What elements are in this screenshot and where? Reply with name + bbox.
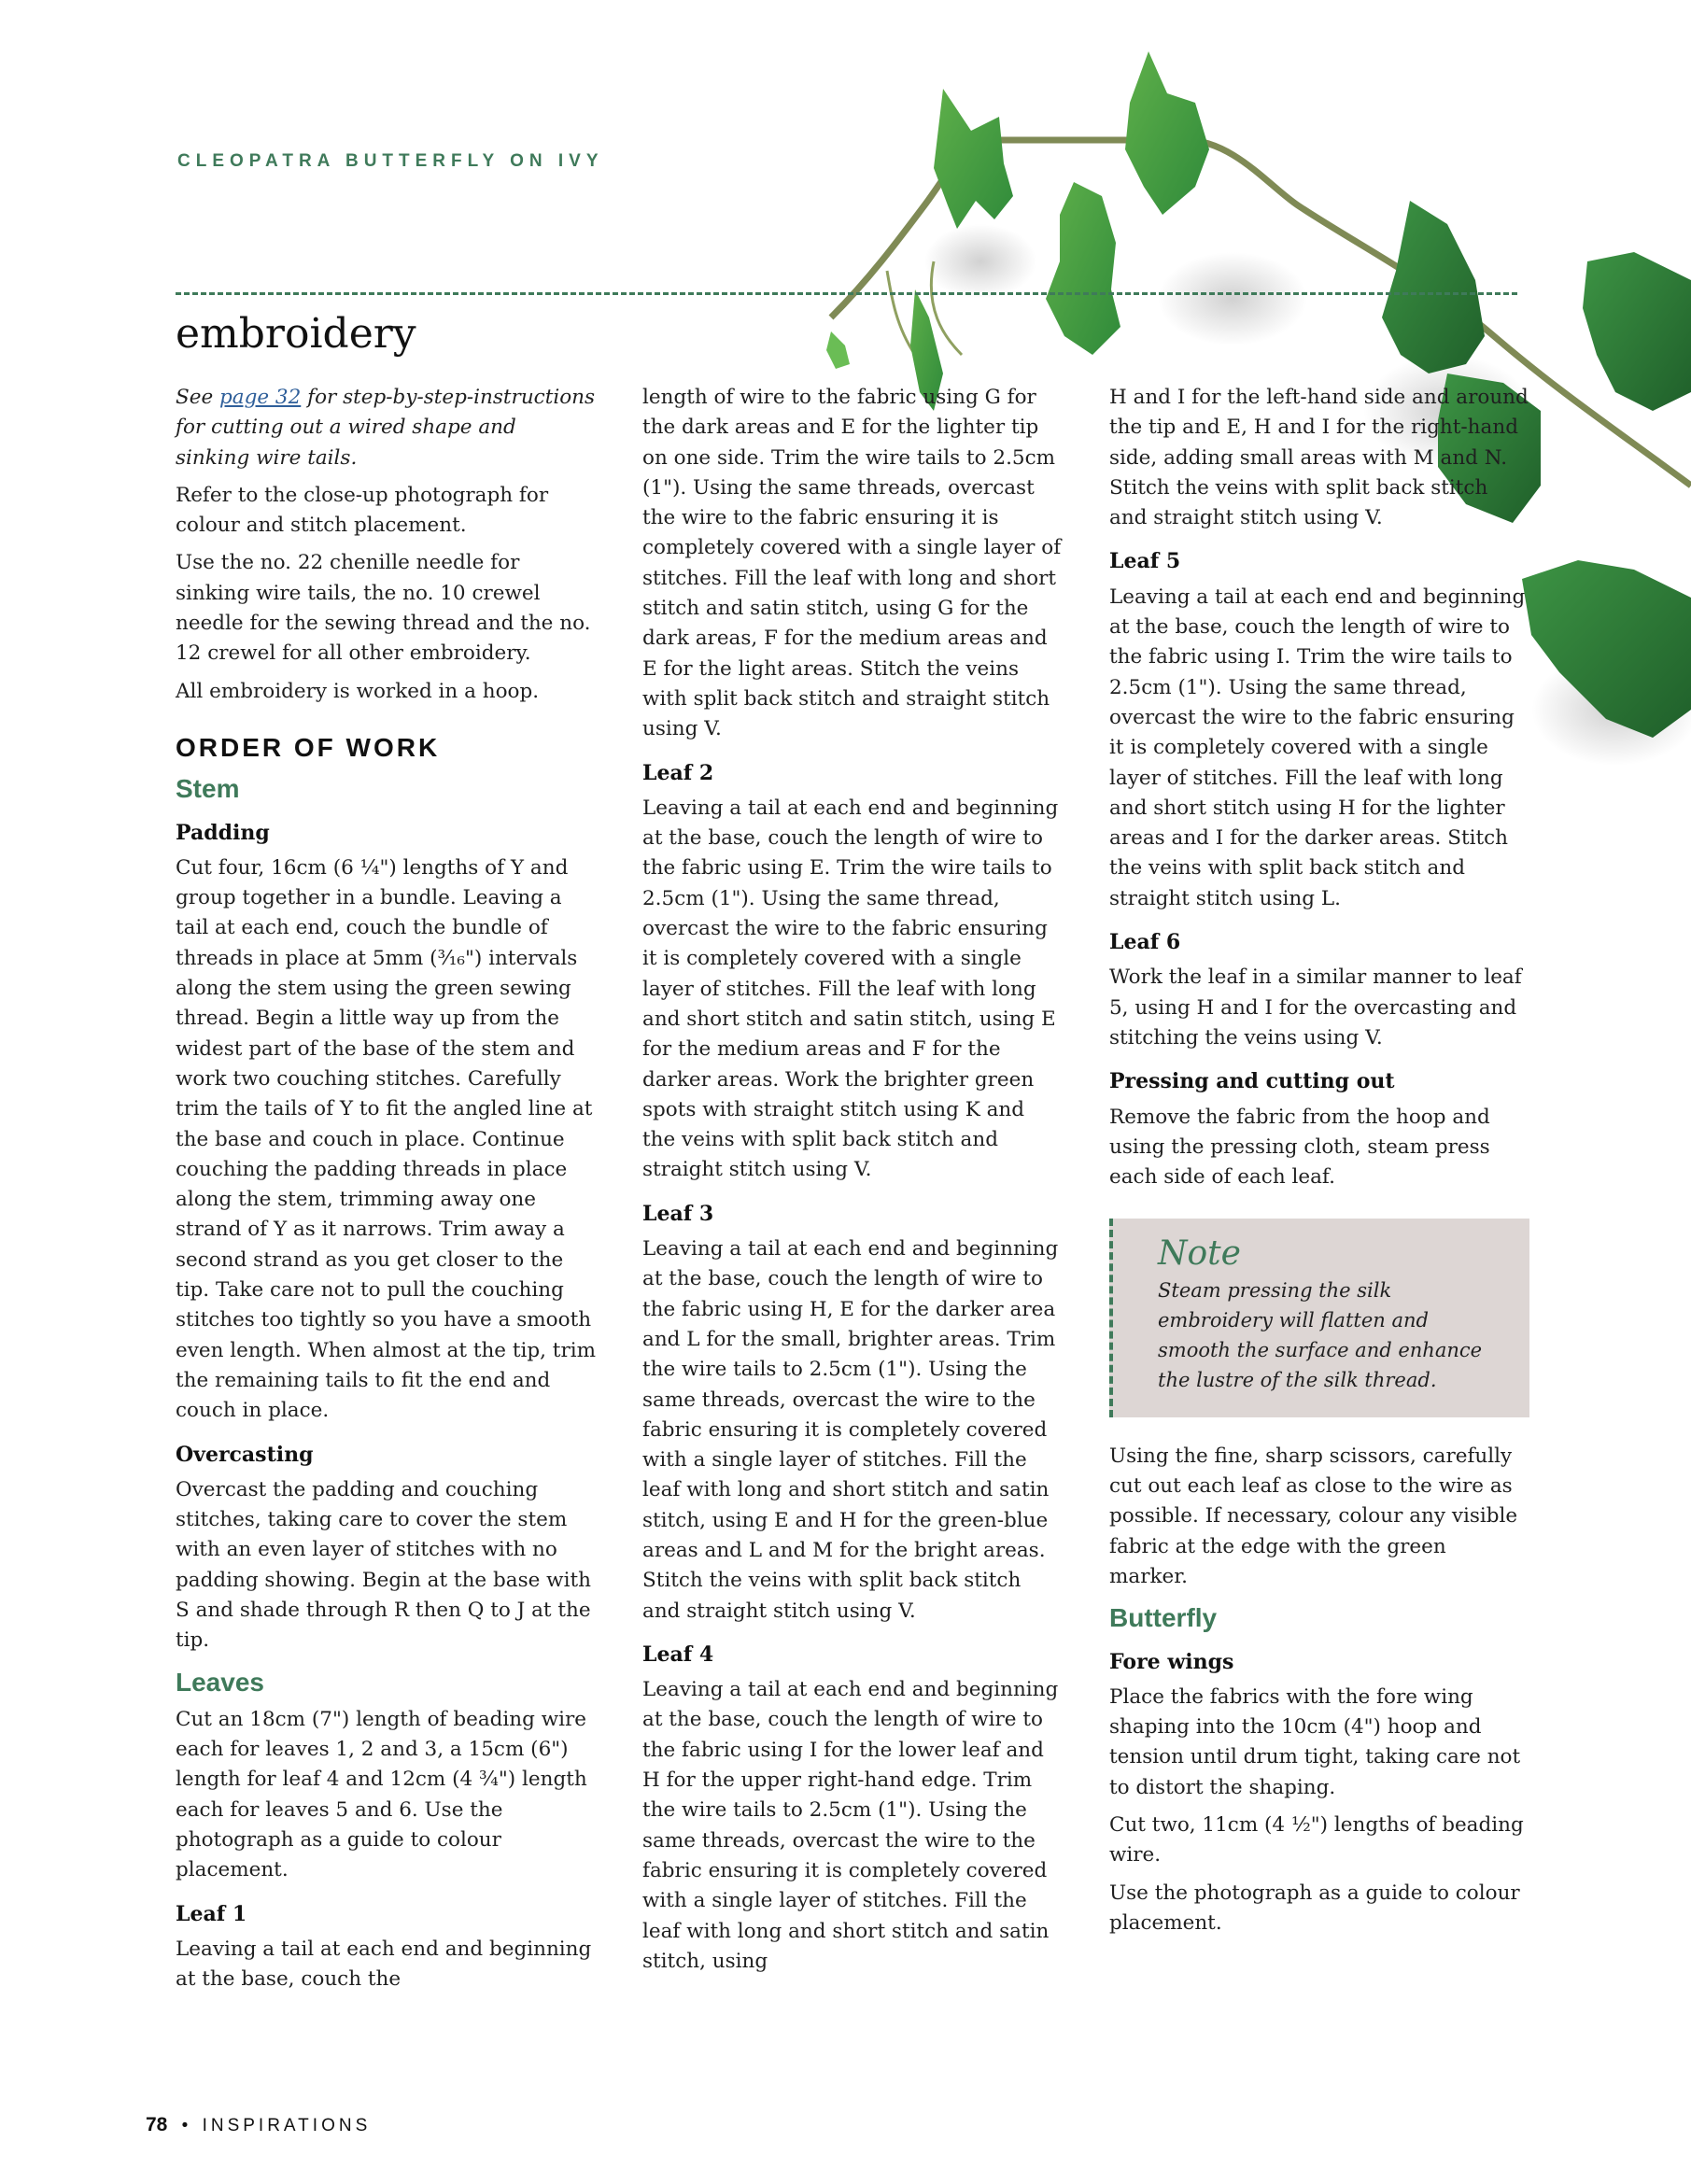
- column-2: [642, 383, 1063, 1984]
- leaf-1-heading: Leaf 1: [176, 1901, 247, 1926]
- intro-see-prefix: See: [176, 386, 220, 409]
- page-footer: [146, 2114, 371, 2136]
- running-head: CLEOPATRA BUTTERFLY ON IVY: [177, 151, 604, 171]
- leaf-3-text: Leaving a tail at each end and beginning at the base, couch the length of wire to the fabric using H, E for the darker area and L for the small, brighter areas. Trim the wire tails to 2.5cm (1"). Using the same threads, overcast the wire to the fabric ensuring it is completely covered with a single layer of stitches. Fill the leaf with long and short stitch and satin stitch, using E and H for the green-blue areas and L and M for the bright areas. Stitch the veins with split back stitch and straight stitch using V.: [642, 1237, 1059, 1623]
- overcasting-text: Overcast the padding and couching stitches, taking care to cover the stem with an even layer of stitches with no padding showing. Begin at the base with S and shade through R then Q to J at the tip.: [176, 1477, 591, 1653]
- page-32-link[interactable]: page 32: [219, 386, 302, 409]
- publication-name: INSPIRATIONS: [202, 2116, 372, 2135]
- intro-paragraph: All embroidery is worked in a hoop.: [176, 679, 540, 703]
- intro-paragraph: Refer to the close-up photograph for colour and stitch placement.: [176, 483, 549, 538]
- leaf-2-text: Leaving a tail at each end and beginning at the base, couch the length of wire to the fabric using E. Trim the wire tails to 2.5cm (1"). Using the same thread, overcast the wire to the fabric ensuring it is completely covered with a single layer of stitches. Fill the leaf with long and short stitch and satin stitch, using E for the medium areas and F for the darker areas. Work the brighter green spots with straight stitch using K and the veins with split back stitch and straight stitch using V.: [642, 796, 1059, 1182]
- leaves-text: Cut an 18cm (7") length of beading wire each for leaves 1, 2 and 3, a 15cm (6") length for leaf 4 and 12cm (4 ¾") length each for leaves 5 and 6. Use the photograph as a guide to colour placement.: [176, 1707, 587, 1882]
- leaf-3-heading: Leaf 3: [642, 1201, 714, 1226]
- note-title: Note: [1158, 1234, 1241, 1274]
- intro-paragraph: Use the no. 22 chenille needle for sinking wire tails, the no. 10 crewel needle for the sewing thread and the no. 12 crewel for all other embroidery.: [176, 551, 591, 666]
- note-box: [1109, 1219, 1529, 1416]
- fore-wings-text: Cut two, 11cm (4 ½") lengths of beading wire.: [1109, 1812, 1524, 1867]
- leaf-4-text-start: Leaving a tail at each end and beginning at the base, couch the length of wire to the fabric using I for the lower leaf and H for the upper right-hand edge. Trim the wire tails to 2.5cm (1"). Using the same threads, overcast the wire to the fabric ensuring it is completely covered with a single layer of stitches. Fill the leaf with long and short stitch and satin stitch, using: [642, 1678, 1059, 1973]
- intro-reference: [176, 383, 596, 473]
- fore-wings-heading: Fore wings: [1109, 1649, 1234, 1674]
- fore-wings-text: Use the photograph as a guide to colour placement.: [1109, 1881, 1520, 1935]
- pressing-heading: Pressing and cutting out: [1109, 1069, 1395, 1094]
- leaf-6-heading: Leaf 6: [1109, 930, 1181, 955]
- fore-wings-text: Place the fabrics with the fore wing shaping into the 10cm (4") hoop and tension until drum tight, taking care not to distort the shaping.: [1109, 1684, 1521, 1799]
- column-3: [1109, 383, 1529, 1946]
- padding-heading: Padding: [176, 820, 270, 845]
- leaf-5-text: Leaving a tail at each end and beginning at the base, couch the length of wire to the fabric using I. Trim the wire tails to 2.5cm (1"). Using the same thread, overcast the wire to the fabric ensuring it is completely covered with a single layer of stitches. Fill the leaf with long and short stitch using H for the lighter areas and I for the darker areas. Stitch the veins with split back stitch and straight stitch using L.: [1109, 585, 1526, 910]
- dashed-divider: [176, 292, 1517, 295]
- note-text: Steam pressing the silk embroidery will flatten and smooth the surface and enhance the lustre of the silk thread.: [1158, 1278, 1483, 1391]
- stem-heading: Stem: [176, 774, 240, 804]
- intro-see-suffix: for step-by-step-instructions for cutting out a wired shape and sinking wire tails.: [176, 386, 596, 470]
- column-1: [176, 383, 596, 2003]
- footer-separator: •: [181, 2116, 189, 2135]
- padding-text: Cut four, 16cm (6 ¼") lengths of Y and group together in a bundle. Leaving a tail at each end, couch the bundle of threads in place at 5mm (³⁄₁₆") intervals along the stem using the green sewing thread. Begin a little way up from the widest part of the base of the stem and work two couching stitches. Carefully trim the tails of Y to fit the angled line at the base and couch in place. Continue couching the padding threads in place along the stem, trimming away one strand of Y as it narrows. Trim away a second strand as you get closer to the tip. Take care not to pull the couching stitches too tightly so you have a smooth even length. When almost at the tip, trim the remaining tails to fit the end and couch in place.: [176, 855, 596, 1423]
- section-title: embroidery: [176, 310, 416, 358]
- leaf-4-text-continued: H and I for the left-hand side and around the tip and E, H and I for the right-hand side, adding small areas with M and N. Stitch the veins with split back stitch and straight stitch using V.: [1109, 386, 1529, 530]
- leaf-4-heading: Leaf 4: [642, 1642, 714, 1667]
- leaf-6-text: Work the leaf in a similar manner to leaf 5, using H and I for the overcasting and stitching the veins using V.: [1109, 965, 1522, 1050]
- leaf-1-text-start: Leaving a tail at each end and beginning at the base, couch the: [176, 1937, 592, 1992]
- cutting-out-text: Using the fine, sharp scissors, carefully cut out each leaf as close to the wire as possible. If necessary, colour any visible fabric at the edge with the green marker.: [1109, 1444, 1518, 1588]
- leaves-heading: Leaves: [176, 1667, 264, 1697]
- page-number: 78: [146, 2114, 168, 2135]
- leaf-5-heading: Leaf 5: [1109, 549, 1181, 574]
- overcasting-heading: Overcasting: [176, 1442, 314, 1467]
- leaf-2-heading: Leaf 2: [642, 760, 714, 785]
- butterfly-heading: Butterfly: [1109, 1603, 1218, 1633]
- order-of-work-heading: ORDER OF WORK: [176, 732, 441, 762]
- leaf-1-text-continued: length of wire to the fabric using G for the dark areas and E for the lighter tip on one side. Trim the wire tails to 2.5cm (1"). Using the same threads, overcast the wire to the fabric ensuring it is completely covered with a single layer of stitches. Fill the leaf with long and short stitch and satin stitch, using G for the dark areas, F for the medium areas and E for the light areas. Stitch the veins with split back stitch and straight stitch using V.: [642, 386, 1062, 741]
- pressing-text: Remove the fabric from the hoop and using the pressing cloth, steam press each side of each leaf.: [1109, 1105, 1490, 1190]
